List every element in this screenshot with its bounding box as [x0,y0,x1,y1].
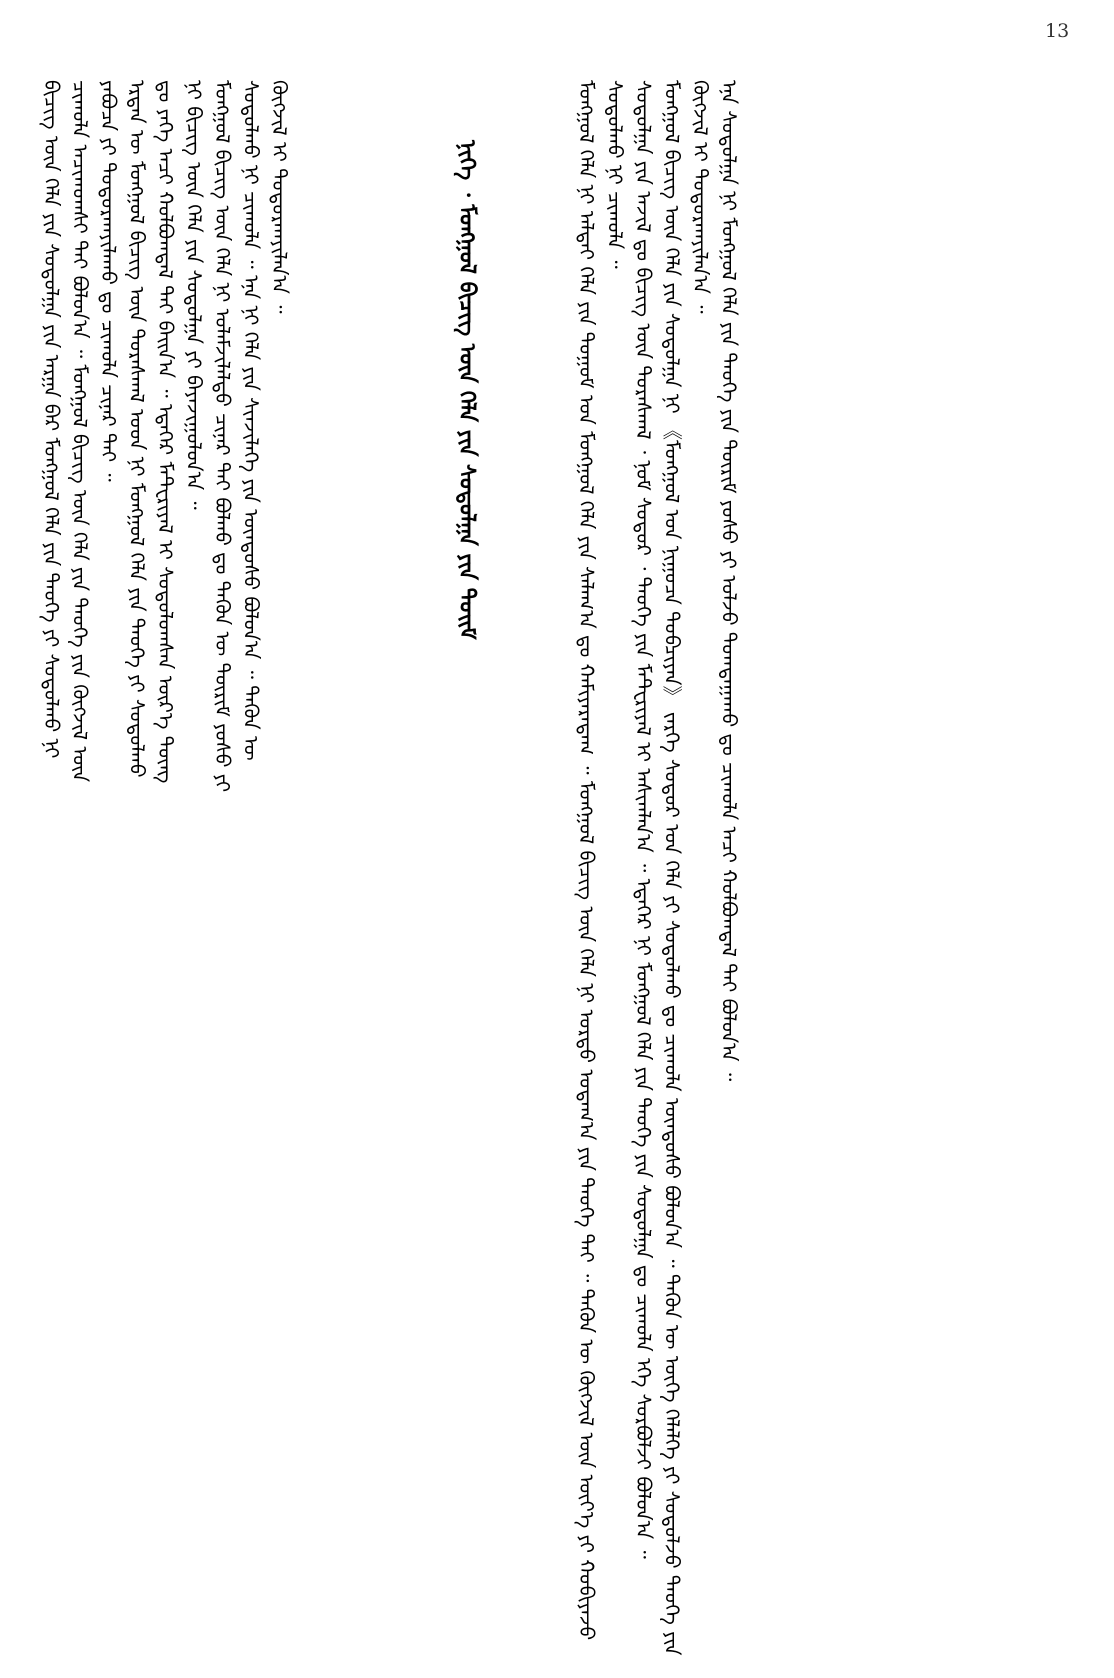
paragraph: ᠮᠣᠩᠭᠣᠯ ᠬᠡᠯᠡ ᠨᠢ ᠠᠯᠲᠠᠢ ᠬᠡᠯᠡ ᠶᠢᠨ ᠲᠣᠭᠣᠮ ᠤᠨ ᠮᠣᠩᠭᠣᠯ ᠬᠡᠯᠡ ᠶᠢᠨ ᠰᠠᠯᠠᠭ᠎ᠠ ᠳᠤ ᠬᠠᠮᠢᠶᠠᠷᠠᠳᠠᠭ ᠃ ᠮᠣᠩᠭᠣᠯ ᠪᠢᠴᠢᠭ ᠦᠨ ᠬᠡᠯᠡ ᠨᠢ ᠤᠷᠲᠤ ᠤᠳᠠᠭ᠎ᠠ ᠶᠢᠨ ᠲᠡᠦᠬᠡ ᠲᠠᠢ ᠃ ᠲᠡᠭᠦᠨ ᠦ ᠬᠥᠭᠵᠢᠯ ᠦᠨ ᠦᠶ᠎ᠡ ᠶᠢ ᠬᠤᠪᠢᠶᠠᠵᠤ ᠰᠤᠳᠤᠯᠬᠤ ᠨᠢ ᠴᠢᠬᠤᠯᠠ ᠃ [574,80,627,1641]
page-number: 13 [1045,20,1070,42]
paragraph: ᠮᠣᠩᠭᠣᠯ ᠪᠢᠴᠢᠭ ᠦᠨ ᠬᠡᠯᠡ ᠨᠢ ᠤᠯᠠᠮᠵᠢᠯᠠᠯᠲᠤ ᠴᠢᠨᠠᠷ ᠲᠠᠢ ᠪᠣᠯᠬᠤ ᠳᠤ ᠲᠡᠭᠦᠨ ᠦ ᠳᠦᠷᠢᠮ ᠶᠣᠰᠣ ᠶᠢ ᠰᠤᠳᠤᠯᠬᠤ ᠨᠢ ᠴᠢᠬᠤᠯᠠ ᠃ ᠡᠨᠡ ᠨᠢ ᠬᠡᠯᠡ ᠶᠢᠨ ᠰᠢᠨᠵᠢᠯᠡᠭᠡ ᠶᠢᠨ ᠦᠨᠳᠦᠰᠦ ᠪᠣᠯᠤᠨ᠎ᠠ ᠃ ᠲᠡᠭᠦᠨ ᠦ ᠬᠥᠭᠵᠢᠯ ᠢ ᠲᠣᠳᠤᠷᠬᠠᠶᠢᠯᠠᠨ᠎ᠠ ᠃ [210,80,292,793]
paragraph: ᠪᠢᠴᠢᠭ ᠦᠨ ᠬᠡᠯᠡ ᠶᠢᠨ ᠰᠤᠳᠤᠯᠭᠠ ᠶᠢᠨ ᠠᠷᠭᠠ ᠪᠠᠷ ᠮᠣᠩᠭᠣᠯ ᠬᠡᠯᠡ ᠶᠢᠨ ᠲᠡᠦᠬᠡ ᠶᠢ ᠰᠤᠳᠤᠯᠬᠤ ᠨᠢ ᠴᠢᠬᠤᠯᠠ ᠠᠴᠢᠬᠤᠭᠰᠢ ᠲᠠᠢ ᠪᠣᠯᠤᠨ᠎ᠠ ᠃ ᠮᠣᠩᠭᠣᠯ ᠪᠢᠴᠢᠭ ᠦᠨ ᠬᠡᠯᠡ ᠶᠢᠨ ᠲᠡᠦᠬᠡ ᠶᠢᠨ ᠬᠥᠭᠵᠢᠯ ᠦᠨ ᠶᠠᠪᠤᠴᠠ ᠶᠢ ᠲᠣᠳᠤᠷᠬᠠᠶᠢᠯᠠᠬᠤ ᠳᠤ ᠴᠢᠬᠤᠯᠠ ᠴᠢᠨᠠᠷ ᠲᠠᠢ ᠃ [39,80,121,783]
section-title: ᠨᠢᠭᠡ ᠂ ᠮᠣᠩᠭᠣᠯ ᠪᠢᠴᠢᠭ ᠦᠨ ᠬᠡᠯᠡ ᠶᠢᠨ ᠰᠤᠳᠤᠯᠭᠠ ᠶᠢᠨ ᠲᠣᠢᠮ [454,140,479,640]
paragraph: ᠰᠤᠳᠤᠯᠭᠠ ᠶᠢᠨ ᠠᠵᠢᠯ ᠳᠤ ᠪᠢᠴᠢᠭ ᠦᠨ ᠳᠤᠷᠠᠰᠬᠠᠯ ᠂ ᠨᠣᠮ ᠰᠤᠳᠤᠷ ᠂ ᠲᠡᠦᠬᠡ ᠶᠢᠨ ᠮᠠᠲ᠋ᠧᠷᠢᠶᠠᠯ ᠢ ᠠᠰᠢᠭᠯᠠᠨ᠎ᠠ ᠃ ᠡᠳᠡᠭᠡᠷ ᠨᠢ ᠮᠣᠩᠭᠣᠯ ᠬᠡᠯᠡ ᠶᠢᠨ ᠲᠡᠦᠬᠡ ᠶᠢᠨ ᠰᠤᠳᠤᠯᠭᠠ ᠳᠤ ᠴᠢᠬᠤᠯᠠ ᠡᠬᠡ ᠰᠤᠷᠪᠤᠯᠵᠢ ᠪᠣᠯᠤᠨ᠎ᠠ ᠃ [631,80,656,1559]
paragraph: ᠮᠣᠩᠭᠣᠯ ᠪᠢᠴᠢᠭ ᠦᠨ ᠬᠡᠯᠡ ᠶᠢᠨ ᠰᠤᠳᠤᠯᠭᠠ ᠨᠢ 《ᠮᠣᠩᠭᠣᠯ ᠤᠨ ᠨᠢᠭᠤᠴᠠ ᠲᠣᠪᠴᠢᠶᠠᠨ》 ᠵᠡᠷᠭᠡ ᠰᠣᠳᠤᠷ ᠤᠨ ᠬᠡᠯᠡ ᠶᠢ ᠰᠤᠳᠤᠯᠬᠤ ᠳᠤ ᠴᠢᠬᠤᠯᠠ ᠦᠨᠳᠦᠰᠦ ᠪᠣᠯᠤᠨ᠎ᠠ ᠃ ᠲᠡᠭᠦᠨ ᠦ ᠦᠭᠡ ᠬᠡᠯᠡᠯᠭᠡ ᠶᠢ ᠰᠤᠳᠤᠯᠵᠤ ᠲᠡᠦᠬᠡ ᠶᠢᠨ ᠬᠥᠭᠵᠢᠯ ᠢ ᠲᠣᠳᠤᠷᠬᠠᠶᠢᠯᠠᠨ᠎ᠠ ᠃ [660,80,713,1656]
right-column [572,80,1082,1660]
paragraph: ᠡᠷᠲᠡᠨ ᠦ ᠮᠣᠩᠭᠣᠯ ᠪᠢᠴᠢᠭ ᠦᠨ ᠳᠤᠷᠠᠰᠬᠠᠯ ᠤᠳ ᠨᠢ ᠮᠣᠩᠭᠣᠯ ᠬᠡᠯᠡ ᠶᠢᠨ ᠲᠡᠦᠬᠡ ᠶᠢ ᠰᠤᠳᠤᠯᠬᠤ ᠳᠤ ᠶᠡᠬᠡ ᠠᠴᠢ ᠬᠣᠯᠪᠣᠭᠳᠠᠯ ᠲᠠᠢ ᠪᠠᠢᠨ᠎ᠠ ᠃ ᠡᠳᠡᠭᠡᠷ ᠮᠠᠲ᠋ᠧᠷᠢᠶᠠᠯ ᠢ ᠰᠤᠳᠤᠯᠤᠭᠰᠠᠨ ᠦᠷ᠎ᠡ ᠳᠦᠩ ᠨᠢ ᠪᠢᠴᠢᠭ ᠦᠨ ᠬᠡᠯᠡ ᠶᠢᠨ ᠰᠤᠳᠤᠯᠭᠠ ᠶᠢ ᠪᠠᠶᠠᠵᠢᠭᠤᠯᠤᠨ᠎ᠠ ᠃ [125,80,206,784]
paragraph: ᠡᠨᠡ ᠰᠤᠳᠤᠯᠭᠠ ᠨᠢ ᠮᠣᠩᠭᠣᠯ ᠬᠡᠯᠡ ᠶᠢᠨ ᠲᠡᠦᠬᠡ ᠶᠢᠨ ᠳᠦᠷᠢᠮ ᠶᠣᠰᠣ ᠶᠢ ᠣᠯᠵᠤ ᠲᠣᠭᠲᠠᠭᠠᠬᠤ ᠳᠤ ᠴᠢᠬᠤᠯᠠ ᠠᠴᠢ ᠬᠣᠯᠪᠣᠭᠳᠠᠯ ᠲᠠᠢ ᠪᠣᠯᠤᠨ᠎ᠠ ᠃ [717,80,741,1082]
